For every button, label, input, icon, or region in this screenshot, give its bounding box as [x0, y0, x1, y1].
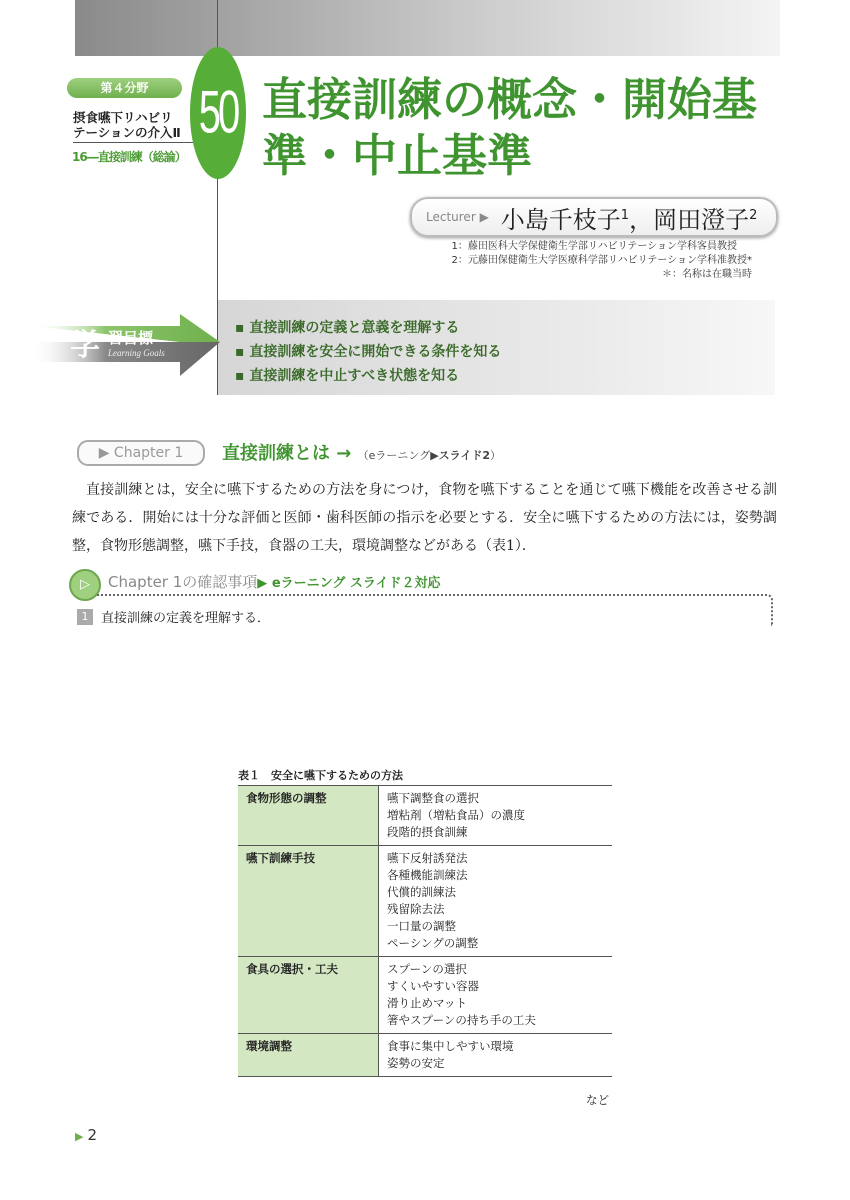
title-line: 準・中止基準 [262, 129, 533, 182]
check-item [77, 607, 270, 626]
row-value: 増粘剤（増粘食品）の濃度 [387, 808, 525, 822]
row-key: 嚥下訓練手技 [238, 846, 379, 957]
chapter-title [222, 439, 501, 465]
subject-line: 摂食嚥下リハビリ [73, 110, 173, 125]
lecturer-box [410, 197, 778, 237]
play-icon: ▷ [69, 569, 101, 601]
affiliation: 1：藤田医科大学保健衛生学部リハビリテーション学科客員教授 [451, 241, 737, 252]
row-values [379, 786, 613, 846]
item-number: 1 [77, 609, 93, 625]
goal-item: ▪ 直接訓練の定義と意義を理解する [235, 320, 460, 336]
row-key: 食具の選択・工夫 [238, 957, 379, 1034]
chapter-pill: ▶ Chapter 1 [77, 440, 205, 466]
lecturer-name: 小島千枝子 [500, 205, 621, 234]
row-values [379, 846, 613, 957]
row-key: 環境調整 [238, 1034, 379, 1077]
ref-slide: スライド2 [438, 449, 490, 462]
lecturer-name: 岡田澄子 [653, 205, 750, 234]
methods-table [238, 785, 612, 1077]
row-value: 各種機能訓練法 [387, 868, 468, 882]
table-caption: 表１ 安全に嚥下するための方法 [238, 769, 403, 782]
page-title [262, 72, 792, 184]
table-row [238, 957, 612, 1034]
lesson-number-text: 50 [198, 80, 238, 146]
sup: 2 [749, 207, 758, 223]
lecturer-names [501, 200, 758, 235]
goals-label: 習目標 [108, 329, 154, 347]
check-heading-ref: ▶ eラーニング スライド２対応 [257, 576, 441, 591]
row-value: 食事に集中しやすい環境 [387, 1039, 514, 1053]
sep: ， [629, 205, 654, 234]
table-row [238, 846, 612, 957]
ref-text: （eラーニング▶ [357, 449, 439, 462]
row-value: 代償的訓練法 [387, 885, 456, 899]
row-value: 段階的摂食訓練 [387, 825, 468, 839]
unit-label: 16―直接訓練（総論） [72, 150, 186, 164]
item-text: 直接訓練の定義を理解する． [101, 611, 271, 626]
affiliation-note: ＊：名称は在職当時 [662, 269, 752, 280]
table-note: など [586, 1093, 609, 1107]
row-value: 箸やスプーンの持ち手の工夫 [387, 1013, 536, 1027]
elearning-ref [358, 449, 501, 462]
page-number [75, 1126, 97, 1144]
goals-list [235, 316, 501, 388]
ref-text: ） [489, 449, 501, 462]
row-value: スプーンの選択 [387, 962, 467, 976]
page-number-text: 2 [87, 1126, 98, 1144]
title-line: 直接訓練の概念・開始基 [262, 73, 758, 126]
row-values [379, 957, 613, 1034]
row-value: ペーシングの調整 [387, 936, 479, 950]
check-heading-text: Chapter 1の確認事項 [108, 573, 258, 591]
lecturer-label: Lecturer ▶ [426, 210, 489, 224]
chapter-title-text: 直接訓練とは → [222, 443, 352, 464]
row-value: 姿勢の安定 [387, 1056, 445, 1070]
table-row [238, 786, 612, 846]
body-paragraph: 直接訓練とは，安全に嚥下するための方法を身につけ，食物を嚥下することを通じて嚥下機能を改善させる訓練である．開始には十分な評価と医師・歯科医師の指示を必要とする．安全に嚥下するための方法には，姿勢調整，食物形態調整，嚥下手技，食器の工夫，環境調整などがある（表1）． [72, 482, 777, 554]
subject [73, 110, 181, 140]
field-badge: 第４分野 [67, 78, 182, 98]
row-value: 滑り止めマット [387, 996, 468, 1010]
subject-line: テーションの介入Ⅱ [73, 125, 181, 140]
row-value: すくいやすい容器 [387, 979, 479, 993]
goals-label-en: Learning Goals [108, 348, 165, 358]
page-marker: ▶ [75, 1130, 84, 1143]
header-band [75, 0, 780, 56]
lesson-number [190, 47, 246, 179]
row-value: 嚥下調整食の選択 [387, 791, 479, 805]
row-value: 嚥下反射誘発法 [387, 851, 468, 865]
check-heading [108, 571, 441, 592]
row-key: 食物形態の調整 [238, 786, 379, 846]
row-value: 一口量の調整 [387, 919, 456, 933]
row-values [379, 1034, 613, 1077]
table-row [238, 1034, 612, 1077]
goal-item: ▪ 直接訓練を中止すべき状態を知る [235, 368, 460, 384]
row-value: 残留除去法 [387, 902, 445, 916]
affiliations [452, 240, 752, 282]
affiliation: 2：元藤田保健衛生大学医療科学部リハビリテーション学科准教授* [451, 255, 752, 266]
sup: 1 [620, 207, 630, 223]
goal-item: ▪ 直接訓練を安全に開始できる条件を知る [235, 344, 502, 360]
goals-label-big: 学 [70, 328, 100, 363]
